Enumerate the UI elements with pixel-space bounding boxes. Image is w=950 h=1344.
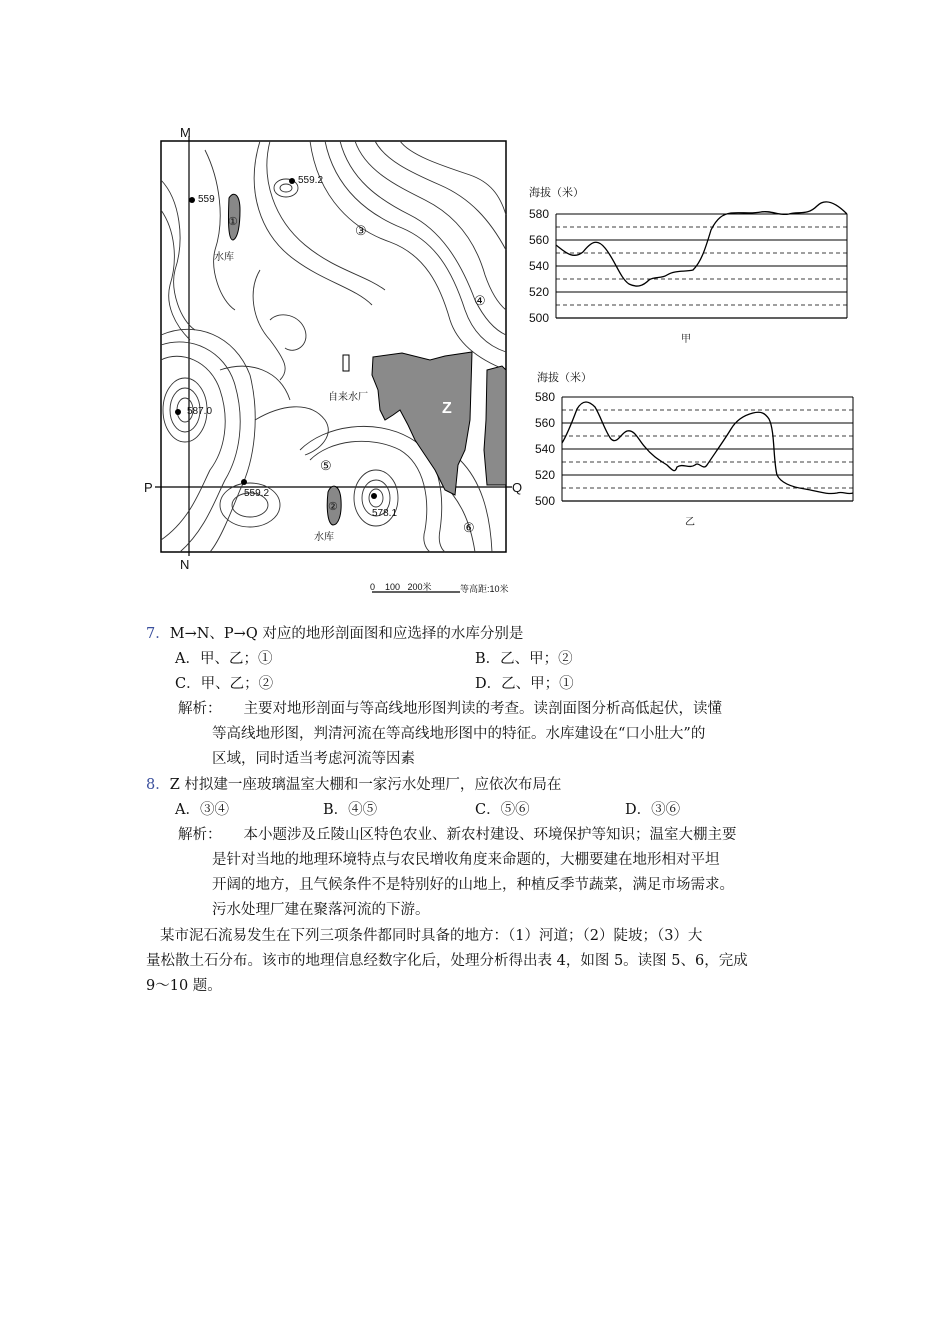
passage-line-3: 9～10 题。: [146, 978, 222, 994]
profile-yi-tick-500: 500: [535, 494, 556, 508]
q8-analysis-line-1: [178, 823, 737, 847]
label-m: M: [180, 125, 191, 140]
passage-line-2: 量松散土石分布。该市的地理信息经数字化后，处理分析得出表 4，如图 5。读图 5、6，完成: [146, 953, 748, 969]
water-plant-label: 自来水厂: [328, 392, 368, 403]
q7-option-a: A．甲、乙；①: [175, 651, 273, 667]
circle-6-label: ⑥: [463, 520, 475, 535]
q8-analysis-1: 本小题涉及丘陵山区特色农业、新农村建设、环境保护等知识；温室大棚主要: [243, 827, 737, 843]
profile-yi-ylabel: 海拔（米）: [537, 371, 592, 384]
circle-2-label: ②: [328, 501, 338, 513]
profile-yi-tick-580: 580: [535, 390, 556, 404]
elev-dot-559-left: [189, 197, 195, 203]
profile-yi-line: [562, 402, 853, 494]
q7-option-b: B．乙、甲；②: [475, 651, 573, 667]
label-q: Q: [512, 480, 523, 495]
circle-4-label: ④: [474, 293, 486, 308]
elev-dot-559-2-top: [289, 178, 295, 184]
profile-yi-tick-540: 540: [535, 442, 556, 456]
q7-analysis-1: 主要对地形剖面与等高线地形图判读的考查。读剖面图分析高低起伏，读懂: [243, 701, 722, 717]
q8-option-a: A．③④: [175, 802, 229, 818]
label-p: P: [144, 480, 153, 495]
q7-analysis-line-1: [178, 697, 722, 721]
q8-analysis-line-4: 污水处理厂建在聚落河流的下游。: [212, 902, 430, 918]
profile-jia-svg: [525, 180, 855, 330]
profile-jia-tick-560: 560: [529, 233, 550, 247]
water-plant-icon: [343, 355, 349, 371]
q7-stem-line: [146, 622, 523, 646]
q7-analysis-line-3: 区域，同时适当考虑河流等因素: [212, 751, 415, 767]
q8-number: 8．: [146, 777, 170, 793]
contour-interval-label: 等高距:10米: [460, 584, 509, 594]
reservoir-2-label: 水库: [314, 532, 334, 543]
elev-dot-559-2-bottom: [241, 479, 247, 485]
profile-jia-caption: 甲: [681, 334, 691, 345]
contour-map: [140, 120, 525, 600]
scale-label: 0 100 200米: [370, 582, 432, 592]
q7-analysis-line-2: 等高线地形图，判清河流在等高线地形图中的特征。水库建设在“口小肚大”的: [212, 726, 706, 742]
q8-stem: Z 村拟建一座玻璃温室大棚和一家污水处理厂，应依次布局在: [169, 777, 562, 793]
profile-yi: [525, 365, 860, 535]
label-n: N: [180, 557, 190, 572]
profile-jia: [525, 180, 855, 350]
profile-jia-tick-540: 540: [529, 259, 550, 273]
profile-yi-tick-520: 520: [535, 468, 556, 482]
q8-analysis-line-3: 开阔的地方，且气候条件不是特别好的山地上，种植反季节蔬菜，满足市场需求。: [212, 877, 734, 893]
q7-option-c: C．甲、乙；②: [175, 676, 274, 692]
profile-yi-caption: 乙: [685, 517, 695, 528]
elev-578: 578.1: [372, 508, 398, 519]
circle-3-label: ③: [355, 223, 367, 238]
label-z: Z: [442, 400, 452, 417]
q8-stem-line: [146, 773, 561, 797]
q7-option-d: D．乙、甲；①: [475, 676, 574, 692]
profile-jia-ylabel: 海拔（米）: [529, 186, 584, 199]
elev-587: 587.0: [187, 406, 213, 417]
q8-option-d: D．③⑥: [625, 802, 681, 818]
profile-yi-tick-560: 560: [535, 416, 556, 430]
passage-line-1: 某市泥石流易发生在下列三项条件都同时具备的地方：（1）河道；（2）陡坡；（3）大: [160, 928, 703, 944]
q8-option-c: C．⑤⑥: [475, 802, 530, 818]
elev-559-left: 559: [198, 194, 215, 205]
q8-analysis-line-2: 是针对当地的地理环境特点与农民增收角度来命题的，大棚要建在地形相对平坦: [212, 852, 720, 868]
q8-analysis-label: 解析：: [178, 827, 222, 843]
elev-dot-578: [371, 493, 377, 499]
profile-jia-tick-520: 520: [529, 285, 550, 299]
profile-yi-svg: [525, 365, 860, 515]
q7-number: 7．: [146, 626, 170, 642]
q7-stem: M→N、P→Q 对应的地形剖面图和应选择的水库分别是: [169, 626, 524, 642]
profile-jia-tick-580: 580: [529, 207, 550, 221]
elev-559-2-bottom: 559.2: [244, 488, 270, 499]
circle-5-label: ⑤: [320, 458, 332, 473]
q8-option-b: B．④⑤: [323, 802, 378, 818]
circle-1-label: ①: [228, 216, 238, 228]
reservoir-1-label: 水库: [214, 252, 234, 263]
q7-analysis-label: 解析：: [178, 701, 222, 717]
profile-jia-tick-500: 500: [529, 311, 550, 325]
village-z-east-shape: [484, 366, 506, 485]
elev-559-2-top: 559.2: [298, 175, 324, 186]
elev-dot-587: [175, 409, 181, 415]
